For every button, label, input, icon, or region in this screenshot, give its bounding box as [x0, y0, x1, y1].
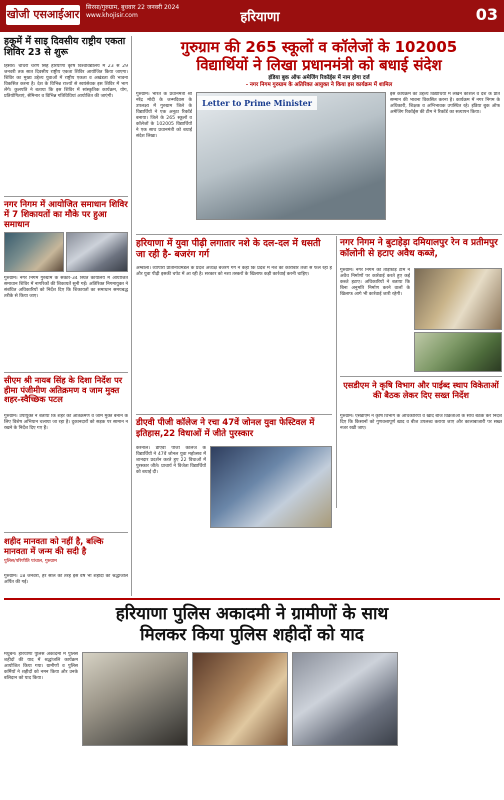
story-body: गुरुग्राम। एसडीएम ने कृषि विभाग के अधिकारियों व खाद बीज विक्रेताओं के साथ बैठक कर निर्देश दिए कि किसानों को गुणवत्तापूर्ण खाद व बीज उपलब्ध कराया जाए और कालाबाजारी पर सख्त नजर रखी जाए।	[340, 414, 502, 431]
bottom-body: मधुबन। हरियाणा पुलिस अकादमी में पुलिस शहीदों की याद में श्रद्धांजलि कार्यक्रम आयोजित किया गया। ग्रामीणों व पुलिस कर्मियों ने शहीदों को नमन किया और उनके बलिदान को याद किया।	[4, 652, 78, 681]
lead-story	[136, 38, 502, 89]
story-headline: नगर निगम में आयोजित समाधान शिविर में 7 शिकायतों का मौके पर हुआ समाधान	[4, 200, 128, 230]
story-photo	[210, 446, 332, 528]
story-unity-camp	[4, 36, 128, 58]
story-body: गुरुग्राम। नगर निगम गुरुग्राम के सेक्टर-34 स्थित कार्यालय में आयोजित समाधान शिविर में नागरिकों की शिकायतें सुनी गईं। अतिरिक्त निगमायुक्त ने संबंधित अधिकारियों को निर्देश दिए कि शिकायतों का समाधान समयबद्ध तरीके से किया जाए।	[4, 276, 128, 299]
story-agri-meeting	[340, 380, 502, 400]
divider	[4, 532, 128, 533]
divider	[4, 196, 128, 197]
column-divider	[336, 236, 337, 508]
story-body: गुरुग्राम। उपायुक्त ने बताया कि शहर को अतिक्रमण व जाम मुक्त बनाने के लिए विशेष अभियान चलाया जा रहा है। दुकानदारों को सड़क पर सामान न रखने के निर्देश दिए गए हैं।	[4, 414, 128, 431]
story-body: अम्बाला। व्यापारी प्रतिनिधिमंडल के प्रदेश अध्यक्ष बजरंग गर्ग ने कहा कि प्रदेश में नशे का कारोबार तेजी से फैल रहा है और युवा पीढ़ी इसकी चपेट में आ रही है। सरकार को नशा तस्करों के खिलाफ कड़ी कार्रवाई करनी चाहिए।	[136, 266, 332, 277]
story-body: करनाल। डीएवी पीजी कॉलेज के विद्यार्थियों ने 47वें जोनल युवा महोत्सव में शानदार प्रदर्शन करते हुए 22 विधाओं में पुरस्कार जीते। प्राचार्य ने विजेता विद्यार्थियों को बधाई दी।	[136, 446, 206, 475]
story-encroachment	[340, 238, 502, 260]
photo-banner-text: Letter to Prime Minister	[197, 96, 317, 110]
lead-body-left: गुरुग्राम। भारत के प्रधानमंत्री श्री नरेंद्र मोदी के जन्मदिवस के उपलक्ष्य में गुरुग्राम जिले के विद्यार्थियों ने एक अनूठा रिकॉर्ड बनाया। जिले के 265 स्कूलों व कॉलेजों के 102005 विद्यार्थियों ने एक साथ प्रधानमंत्री को बधाई संदेश लिखा।	[136, 92, 192, 139]
lead-subhead-2: - नगर निगम गुरुग्राम के अतिरिक्त आयुक्त ने किया इस कार्यक्रम में शामिल	[245, 82, 393, 88]
story-headline: शहीद मानवता को नहीं है, बल्कि मानवता में जन्म की सदी है	[4, 536, 104, 556]
bottom-headline-2: मिलकर किया पुलिस शहीदों को याद	[140, 625, 364, 645]
divider	[340, 376, 502, 377]
date-line: सिरसा/गुरुग्राम, बुधवार 22 जनवरी 2024	[86, 4, 180, 11]
lead-headline-2: विद्यार्थियों ने लिखा प्रधानमंत्री को बधाई संदेश	[196, 56, 442, 74]
bottom-photo-2	[192, 652, 288, 746]
story-shaheed	[4, 536, 128, 564]
bottom-photo-1	[82, 652, 188, 746]
story-body: गुरुग्राम। 18 जनवरी, हर साल की तरह इस वर्ष भी शहीदों को श्रद्धांजलि अर्पित की गई।	[4, 574, 128, 585]
lead-photo	[196, 92, 386, 220]
website-line: www.khojisir.com	[86, 12, 138, 19]
masthead	[0, 0, 504, 32]
story-drugs	[136, 238, 332, 260]
story-photo	[4, 232, 64, 272]
lead-headline-1: गुरुग्राम की 265 स्कूलों व कॉलेजों के 102005	[180, 38, 458, 56]
story-byline: पुलिस/परिणीति पांचाल, गुरुग्राम	[4, 559, 57, 564]
story-dav-college	[136, 418, 332, 439]
story-headline: हकूमें में साइ दिवसीय राष्ट्रीय एकता शिविर 23 से शुरू	[4, 36, 126, 58]
story-headline: एसडीएम ने कृषि विभाग और पाईब्द स्थाप विकेताओं की बैठक लेकर दिए सख्त निर्देश	[343, 380, 499, 400]
story-photo	[66, 232, 128, 272]
page-number: 03	[475, 5, 498, 24]
story-samadhan	[4, 200, 128, 230]
story-body: हिसार। चौधरी चरण सिंह हरियाणा कृषि विश्वविद्यालय में 23 से 29 जनवरी तक सात दिवसीय राष्ट्रीय एकता शिविर आयोजित किया जाएगा। शिविर का मुख्य उद्देश्य युवाओं में राष्ट्रीय एकता व अखंडता की भावना विकसित करना है। देश के विभिन्न राज्यों से स्वयंसेवक इस शिविर में भाग लेंगे। कुलपति ने बताया कि इस शिविर में सांस्कृतिक कार्यक्रम, योग, प्रतियोगिताएं, सेमिनार व विभिन्न गतिविधियां आयोजित की जाएंगी।	[4, 64, 128, 99]
lead-subhead-1: इंडिया बुक ऑफ अमेजिंग रिकॉर्ड्स में नाम होगा दर्ज	[268, 75, 370, 81]
bottom-captions	[82, 750, 398, 794]
bottom-body-right	[402, 652, 500, 794]
divider	[136, 414, 332, 415]
story-headline: नगर निगम ने बुटाहेड़ा दमियालपुर रेन व प्रतीमपुर कॉलोनी से हटाए अवैध कब्जे,	[340, 238, 498, 259]
story-headline: सीएम श्री नायब सिंह के दिशा निर्देश पर हीमा पंजीमीण अतिक्रमण व जाम मुक्त शहर-स्वैच्छिक पटल	[4, 375, 123, 404]
divider	[4, 372, 128, 373]
column-divider	[131, 36, 132, 596]
bottom-photo-3	[292, 652, 398, 746]
story-photo	[414, 332, 502, 372]
lead-body-right: इस कार्यक्रम का उद्देश्य विद्यार्थियों में लेखन कौशल व देश के प्रति सम्मान की भावना विकसित करना है। कार्यक्रम में नगर निगम के अधिकारी, शिक्षक व अभिभावक उपस्थित रहे। इंडिया बुक ऑफ अमेजिंग रिकॉर्ड्स की टीम ने रिकॉर्ड का सत्यापन किया।	[390, 92, 500, 115]
newspaper-logo: खोजी एसआईआर	[6, 5, 80, 25]
bottom-story	[4, 604, 500, 646]
bottom-headline-1: हरियाणा पुलिस अकादमी ने ग्रामीणों के साथ	[115, 604, 389, 624]
story-nayab	[4, 376, 128, 405]
section-rule	[4, 598, 500, 600]
story-photo	[414, 268, 502, 330]
story-headline: डीएवी पीजी कॉलेज ने रचा 47वें जोनल युवा फेस्टिवल में इतिहास,22 विधाओं में जीते पुरस्कार	[136, 418, 315, 439]
section-title: हरियाणा	[240, 10, 280, 25]
divider	[136, 234, 502, 235]
story-body: गुरुग्राम। नगर निगम की तोड़फोड़ टीम ने अवैध निर्माणों पर कार्रवाई करते हुए कई कब्जे हटाए। अधिकारियों ने बताया कि बिना अनुमति निर्माण करने वालों के खिलाफ आगे भी कार्रवाई जारी रहेगी।	[340, 268, 410, 297]
story-headline: हरियाणा में युवा पीढ़ी लगातार नशे के दल-दल में धसती जा रही है- बजरंग गर्ग	[136, 238, 321, 260]
